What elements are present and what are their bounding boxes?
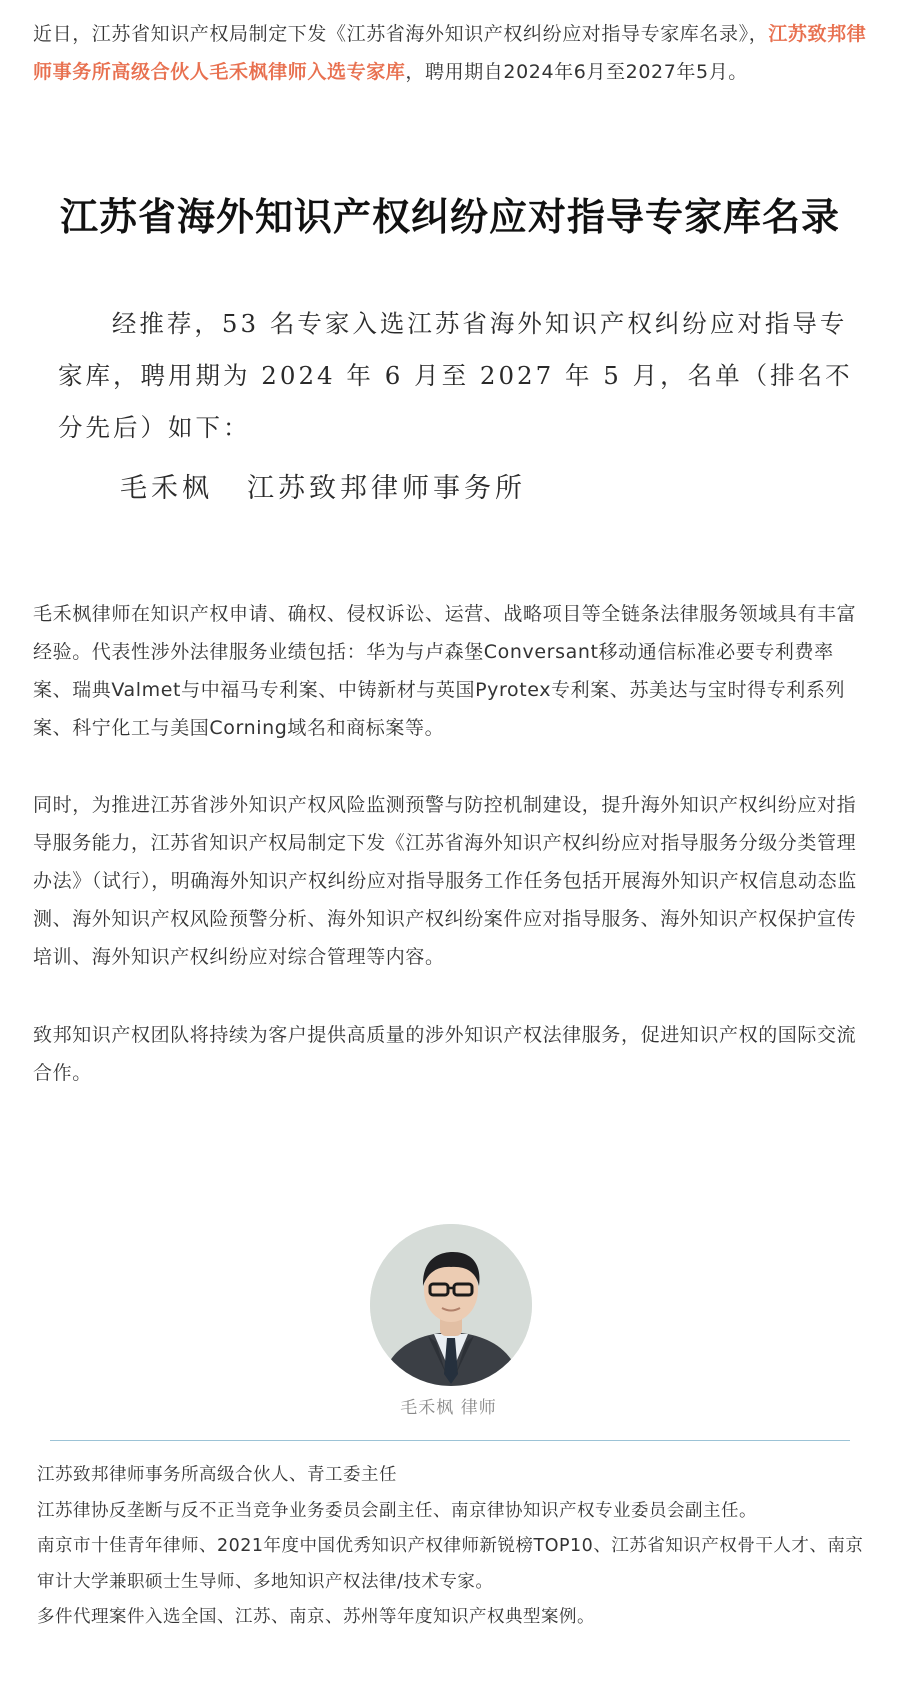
document-title: 江苏省海外知识产权纠纷应对指导专家库名录 — [59, 194, 840, 239]
closing-paragraph: 致邦知识产权团队将持续为客户提供高质量的涉外知识产权法律服务，促进知识产权的国际交流合作。 — [33, 1024, 857, 1084]
lawyer-avatar — [370, 1224, 532, 1386]
intro-text-before: 近日，江苏省知识产权局制定下发《江苏省海外知识产权纠纷应对指导专家库名录》， — [33, 23, 769, 45]
divider — [50, 1440, 850, 1441]
entry-firm: 江苏致邦律师事务所 — [247, 473, 526, 504]
bio-line: 南京市十佳青年律师、2021年度中国优秀知识产权律师新锐榜TOP10、江苏省知识产权骨干人才、南京审计大学兼职硕士生导师、多地知识产权法律/技术专家。 — [37, 1536, 864, 1592]
document-body: 经推荐，53 名专家入选江苏省海外知识产权纠纷应对指导专家库，聘用期为 2024 年 6 月至 2027 年 5 月，名单（排名不分先后）如下： — [58, 309, 853, 442]
bio-line: 江苏律协反垄断与反不正当竞争业务委员会副主任、南京律协知识产权专业委员会副主任。 — [37, 1500, 757, 1521]
intro-text-after: ，聘用期自2024年6月至2027年5月。 — [405, 61, 748, 83]
policy-paragraph: 同时，为推进江苏省涉外知识产权风险监测预警与防控机制建设，提升海外知识产权纠纷应对指导服务能力，江苏省知识产权局制定下发《江苏省海外知识产权纠纷应对指导服务分级分类管理办法》（试行），明确海外知识产权纠纷应对指导服务工作任务包括开展海外知识产权信息动态监测、海外知识产权风险预警分析、海外知识产权纠纷案件应对指导服务、海外知识产权保护宣传培训、海外知识产权纠纷应对综合管理等内容。 — [33, 794, 857, 968]
lawyer-bio — [37, 1458, 867, 1636]
bio-line: 江苏致邦律师事务所高级合伙人、青工委主任 — [37, 1465, 397, 1485]
bio-line: 多件代理案件入选全国、江苏、南京、苏州等年度知识产权典型案例。 — [37, 1607, 595, 1627]
avatar-caption: 毛禾枫 律师 — [400, 1398, 497, 1418]
intro-paragraph — [33, 15, 867, 91]
intro-highlight: 江苏致邦律师事务所高级合伙人毛禾枫律师入选专家库 — [33, 23, 867, 83]
document-entry — [120, 466, 526, 505]
experience-paragraph: 毛禾枫律师在知识产权申请、确权、侵权诉讼、运营、战略项目等全链条法律服务领域具有丰富经验。代表性涉外法律服务业绩包括：华为与卢森堡Conversant移动通信标准必要专利费率案、瑞典Valmet与中福马专利案、中铸新材与英国Pyrotex专利案、苏美达与宝时得专利系列案、科宁化工与美国Corning域名和商标案等。 — [33, 603, 857, 739]
entry-name: 毛禾枫 — [120, 473, 213, 504]
